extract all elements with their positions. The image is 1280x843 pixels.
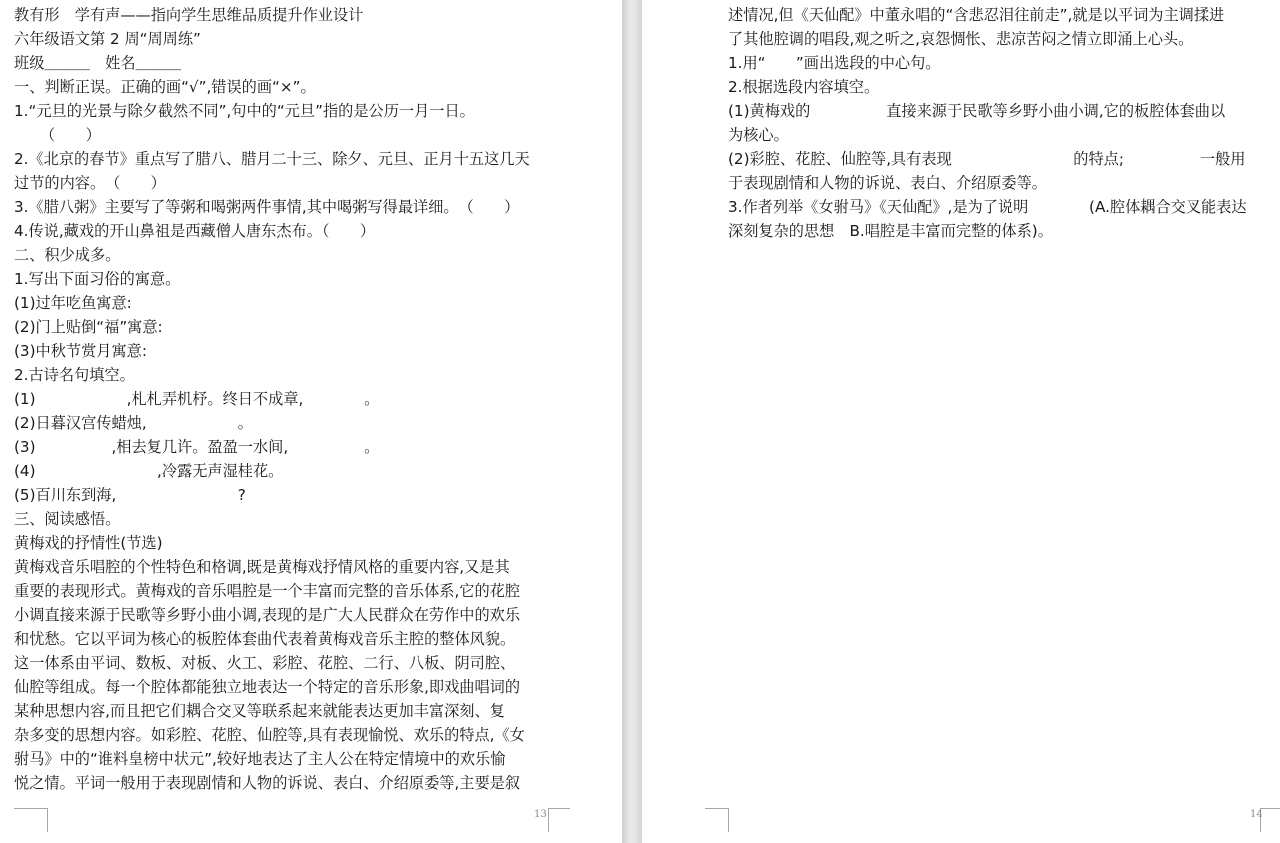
crop-mark [548,808,570,809]
crop-mark [47,808,48,832]
crop-mark [1260,808,1280,809]
text-line: 班级＿＿＿ 姓名＿＿＿ [14,54,182,72]
text-line: 为核心。 [728,126,789,144]
crop-mark [548,808,549,832]
text-line: (2)彩腔、花腔、仙腔等,具有表现 的特点; 一般用 [728,150,1246,168]
text-line: 了其他腔调的唱段,观之听之,哀怨惆怅、悲凉苦闷之情立即涌上心头。 [728,30,1194,48]
text-line: (1)黄梅戏的 直接来源于民歌等乡野小曲小调,它的板腔体套曲以 [728,102,1226,120]
text-line: 3.《腊八粥》主要写了等粥和喝粥两件事情,其中喝粥写得最详细。 （ ） [14,198,520,216]
text-line: 小调直接来源于民歌等乡野小曲小调,表现的是广大人民群众在劳作中的欢乐 [14,606,521,624]
crop-mark [14,808,48,809]
text-line: (5)百川东到海, ? [14,486,246,504]
text-line: 过节的内容。 （ ） [14,174,166,192]
text-line: (3) ,相去复几许。盈盈一水间, 。 [14,438,380,456]
text-line: (4) ,冷露无声湿桂花。 [14,462,284,480]
text-line: 和忧愁。它以平词为核心的板腔体套曲代表着黄梅戏音乐主腔的整体风貌。 [14,630,516,648]
text-line: 某种思想内容,而且把它们耦合交叉等联系起来就能表达更加丰富深刻、复 [14,702,505,720]
text-line: 六年级语文第 2 周“周周练” [14,30,201,48]
page-number: 14 [1250,809,1263,820]
text-line: 黄梅戏音乐唱腔的个性特色和格调,既是黄梅戏抒情风格的重要内容,又是其 [14,558,510,576]
document-page-14 [642,0,1280,843]
crop-mark [705,808,729,809]
text-line: 三、阅读感悟。 [14,510,121,528]
text-line: 2.《北京的春节》重点写了腊八、腊月二十三、除夕、元旦、正月十五这几天 [14,150,530,168]
text-line: 黄梅戏的抒情性(节选) [14,534,163,552]
text-line: 于表现剧情和人物的诉说、表白、介绍原委等。 [728,174,1047,192]
text-line: 1.用“ ”画出选段的中心句。 [728,54,941,72]
text-line: 杂多变的思想内容。如彩腔、花腔、仙腔等,具有表现愉悦、欢乐的特点,《女 [14,726,525,744]
text-line: 述情况,但《天仙配》中董永唱的“含悲忍泪往前走”,就是以平词为主调揉进 [728,6,1225,24]
page-gutter [622,0,642,843]
crop-mark [728,808,729,832]
text-line: 驸马》中的“谁料皇榜中状元”,较好地表达了主人公在特定情境中的欢乐愉 [14,750,506,768]
text-line: (1) ,札札弄机杼。终日不成章, 。 [14,390,380,408]
text-line: 重要的表现形式。黄梅戏的音乐唱腔是一个丰富而完整的音乐体系,它的花腔 [14,582,521,600]
text-line: 仙腔等组成。每一个腔体都能独立地表达一个特定的音乐形象,即戏曲唱词的 [14,678,521,696]
text-line: 一、判断正误。正确的画“√”,错误的画“×”。 [14,78,316,96]
text-line: 4.传说,藏戏的开山鼻祖是西藏僧人唐东杰布。（ ） [14,222,376,240]
page-number: 13 [534,809,547,820]
text-line: 2.古诗名句填空。 [14,366,135,384]
text-line: 二、积少成多。 [14,246,121,264]
text-line: 教有形 学有声——指向学生思维品质提升作业设计 [14,6,364,24]
text-line: 深刻复杂的思想 B.唱腔是丰富而完整的体系)。 [728,222,1053,240]
text-line: （ ） [40,126,101,144]
text-line: 这一体系由平词、数板、对板、火工、彩腔、花腔、二行、八板、阴司腔、 [14,654,516,672]
text-line: (3)中秋节赏月寓意: [14,342,147,360]
text-line: (1)过年吃鱼寓意: [14,294,132,312]
text-line: (2)门上贴倒“福”寓意: [14,318,163,336]
text-line: 悦之情。平词一般用于表现剧情和人物的诉说、表白、介绍原委等,主要是叙 [14,774,521,792]
text-line: (2)日暮汉宫传蜡烛, 。 [14,414,253,432]
text-line: 1.写出下面习俗的寓意。 [14,270,181,288]
document-page-13 [0,0,622,843]
text-line: 1.“元旦的光景与除夕截然不同”,句中的“元旦”指的是公历一月一日。 [14,102,475,120]
text-line: 3.作者列举《女驸马》《天仙配》,是为了说明 (A.腔体耦合交叉能表达 [728,198,1247,216]
text-line: 2.根据选段内容填空。 [728,78,880,96]
